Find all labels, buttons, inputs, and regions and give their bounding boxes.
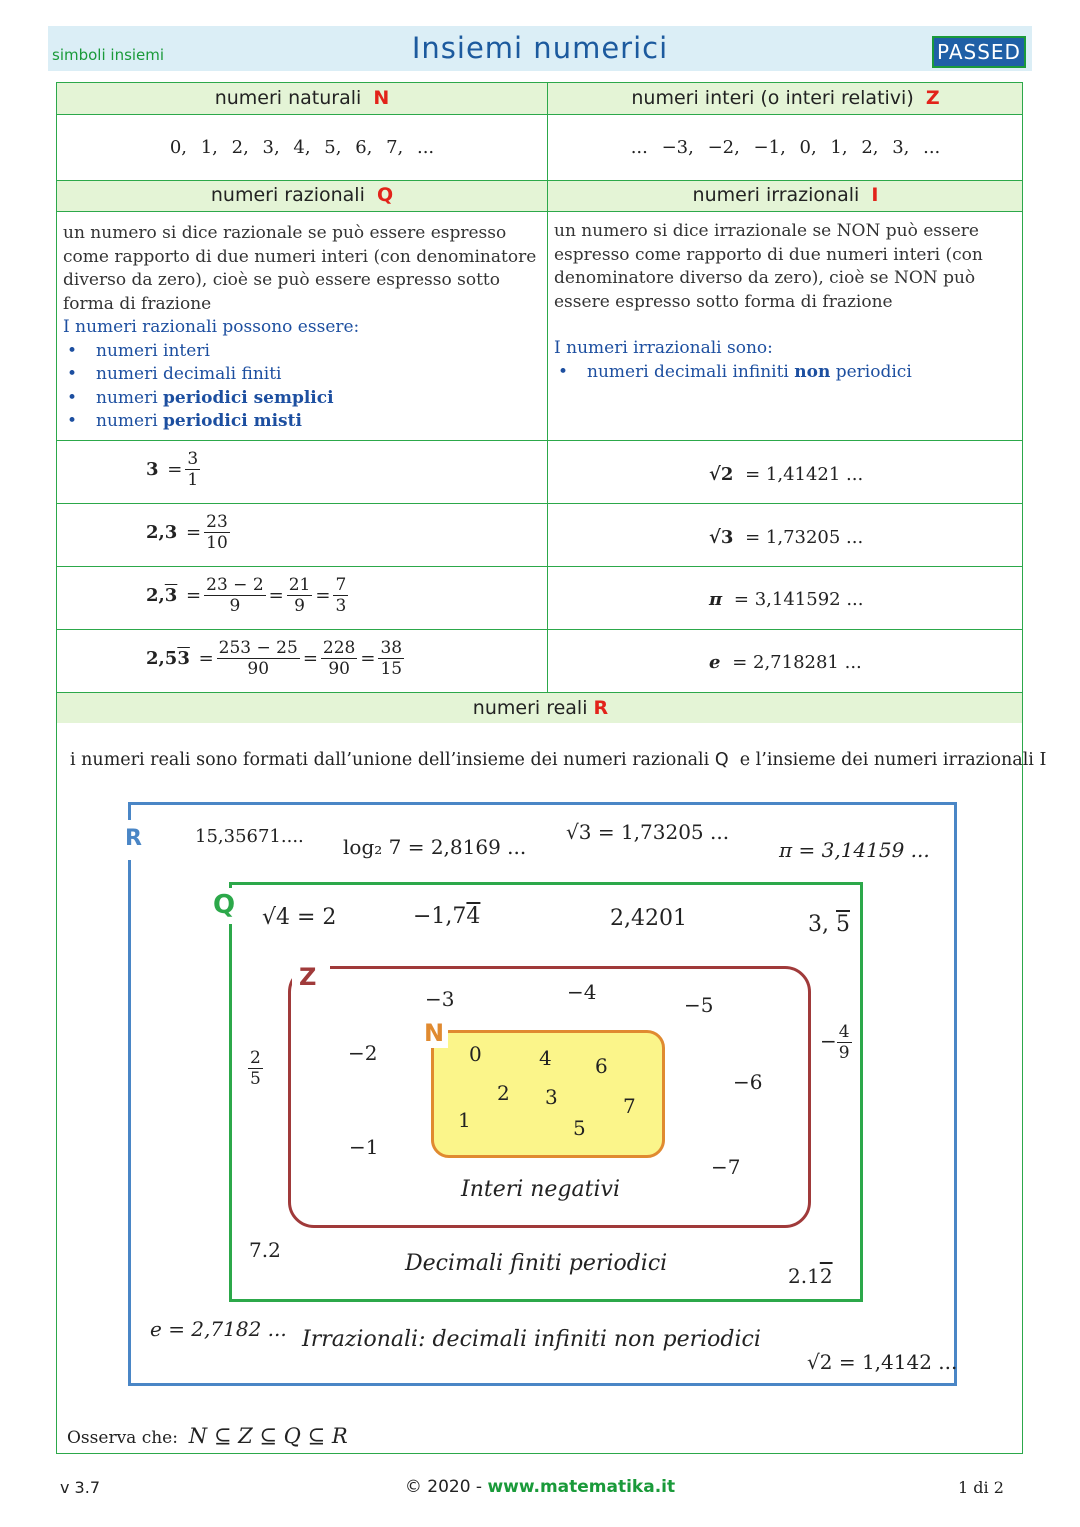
irrazionali-definition: un numero si dice irrazionale se NON può essere espresso come rapporto di due numeri interi (con denominatore diverso da zero), cioè se NON può essere espresso sotto forma di frazione — [554, 221, 983, 312]
z-value: −2 — [348, 1041, 378, 1065]
list-item: • numeri decimali finiti — [63, 363, 541, 387]
razionali-intro: I numeri razionali possono essere: — [63, 317, 360, 337]
reali-heading: numeri reali R — [472, 697, 609, 719]
naturali-symbol: N — [373, 87, 390, 109]
set-n-label: N — [424, 1019, 445, 1047]
razionali-heading: numeri razionali Q — [210, 184, 394, 206]
razionali-symbol: Q — [376, 184, 394, 206]
list-item: • numeri interi — [63, 340, 541, 364]
r-value: 15,35671.... — [195, 826, 304, 847]
interi-heading: numeri interi (o interi relativi) Z — [631, 87, 940, 109]
interi-values: ... −3, −2, −1, 0, 1, 2, 3, ... — [630, 137, 941, 158]
n-value: 0 — [469, 1042, 482, 1066]
n-value: 7 — [623, 1094, 636, 1118]
rational-example-3: 2,3 = $\frac{23 - 2}{9}$ = $\frac{21}{9}$ = $\frac{7}{3}$ — [146, 575, 347, 616]
z-value: −7 — [711, 1155, 741, 1179]
z-value: −3 — [425, 987, 455, 1011]
footer-version: v 3.7 — [60, 1478, 100, 1497]
q-value: 2.12 — [788, 1264, 833, 1288]
osserva-formula: N ⊆ Z ⊆ Q ⊆ R — [188, 1424, 348, 1448]
interi-symbol: Z — [925, 87, 940, 109]
z-value: −5 — [684, 993, 714, 1017]
set-q-label: Q — [213, 890, 236, 920]
note-r: Irrazionali: decimali infiniti non periodici — [302, 1327, 761, 1352]
osserva-line — [67, 1424, 348, 1448]
r-value: √2 = 1,4142 ... — [807, 1350, 958, 1374]
n-value: 6 — [595, 1054, 608, 1078]
rational-example-2: 2,3 = $\frac{23}{10}$ — [146, 512, 228, 553]
r-value: √3 = 1,73205 ... — [566, 820, 730, 844]
reali-symbol: R — [593, 697, 609, 719]
z-value: −6 — [733, 1070, 763, 1094]
q-value: 3, 5 — [808, 912, 850, 937]
footer-page: 1 di 2 — [958, 1478, 1004, 1497]
irrational-example-2: √3 = 1,73205 ... — [709, 527, 864, 548]
razionali-list — [63, 340, 541, 434]
q-value: 2,4201 — [610, 906, 687, 931]
q-value: − $\frac{4}{9}$ — [820, 1022, 850, 1063]
section-label: simboli insiemi — [52, 46, 165, 64]
irrazionali-list — [554, 361, 1019, 385]
irrazionali-definition-cell — [554, 220, 1019, 384]
irrazionali-symbol: I — [871, 184, 879, 206]
n-value: 3 — [545, 1085, 558, 1109]
razionali-definition: un numero si dice razionale se può essere espresso come rapporto di due numeri interi (con denominatore diverso da zero), cioè se può essere espresso sotto forma di frazione — [63, 223, 537, 314]
n-value: 1 — [458, 1108, 471, 1132]
note-z: Interi negativi — [461, 1177, 620, 1202]
naturali-heading: numeri naturali N — [214, 87, 390, 109]
r-value: π = 3,14159 ... — [779, 838, 930, 862]
irrational-example-1: √2 = 1,41421 ... — [709, 464, 864, 485]
reali-sentence: i numeri reali sono formati dall’unione dell’insieme dei numeri razionali Q e l’insieme dei numeri irrazionali I — [70, 750, 1047, 770]
footer-site-link[interactable]: www.matematika.it — [487, 1477, 676, 1497]
n-value: 4 — [539, 1046, 552, 1070]
list-item: • numeri periodici semplici — [63, 387, 541, 411]
list-item: • numeri periodici misti — [63, 410, 541, 434]
q-value: $\frac{2}{5}$ — [250, 1048, 261, 1089]
page-title: Insiemi numerici — [411, 31, 669, 65]
irrazionali-intro: I numeri irrazionali sono: — [554, 338, 773, 358]
osserva-label: Osserva che: — [67, 1428, 178, 1448]
rational-example-4: 2,53 = $\frac{253 - 25}{90}$ = $\frac{228}{90}$ = $\frac{38}{15}$ — [146, 638, 403, 679]
n-value: 2 — [497, 1081, 510, 1105]
irrational-example-3: π = 3,141592 ... — [709, 589, 864, 610]
rational-example-1: 3 = $\frac{3}{1}$ — [146, 449, 199, 490]
z-value: −4 — [567, 980, 597, 1004]
q-value: 7.2 — [249, 1238, 281, 1262]
q-value: √4 = 2 — [262, 905, 337, 930]
naturali-values: 0, 1, 2, 3, 4, 5, 6, 7, ... — [169, 137, 435, 158]
footer-copyright: © 2020 - www.matematika.it — [404, 1477, 676, 1497]
note-q: Decimali finiti periodici — [405, 1251, 668, 1276]
set-r-label: R — [125, 826, 142, 851]
set-z-label: Z — [299, 963, 317, 991]
r-value: e = 2,7182 ... — [150, 1317, 287, 1341]
z-value: −1 — [349, 1135, 379, 1159]
list-item: • numeri decimali infiniti non periodici — [554, 361, 1019, 385]
n-value: 5 — [573, 1116, 586, 1140]
r-value: log₂ 7 = 2,8169 ... — [343, 835, 527, 859]
q-value: −1,74 — [413, 904, 481, 929]
sets-table — [56, 82, 1023, 723]
irrazionali-heading: numeri irrazionali I — [692, 184, 879, 206]
razionali-definition-cell — [63, 222, 541, 434]
passed-badge: PASSED — [932, 36, 1026, 68]
irrational-example-4: e = 2,718281 ... — [709, 652, 862, 673]
